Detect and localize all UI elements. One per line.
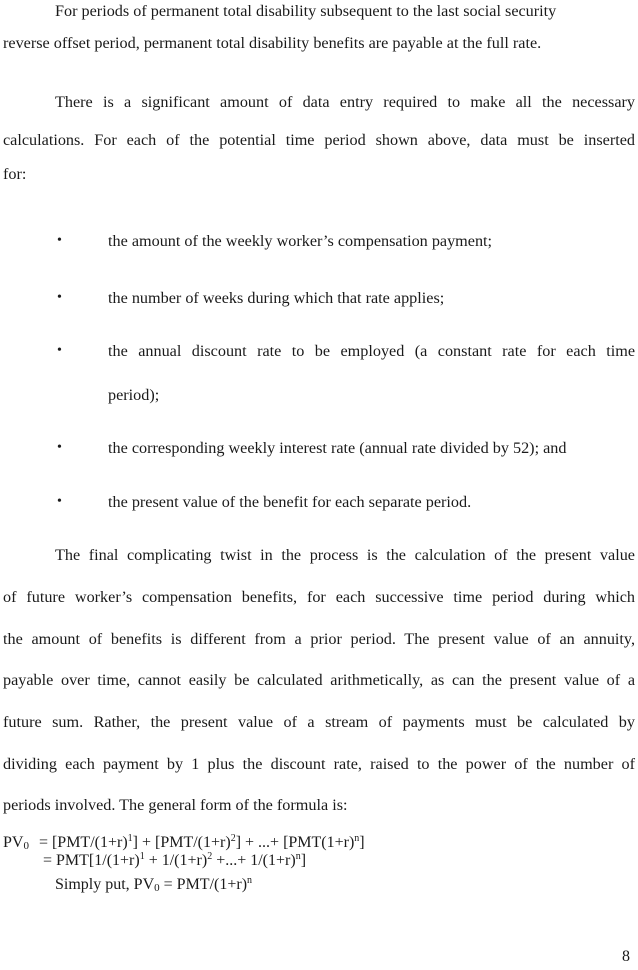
formula-subscript: 0	[154, 882, 160, 894]
bullet-icon: •	[57, 290, 62, 305]
paragraph-3-line-1: The final complicating twist in the process is the calculation of the present value	[55, 546, 635, 564]
formula-term: ] + ...+ [PMT(1+r)	[235, 834, 355, 851]
bullet-text: period);	[108, 386, 160, 404]
paragraph-3-line-6: dividing each payment by 1 plus the discount rate, raised to the power of the number of	[3, 755, 635, 773]
paragraph-1-line-2: reverse offset period, permanent total disability benefits are payable at the full rate.	[3, 34, 542, 52]
formula-exponent: n	[295, 851, 301, 862]
formula-exponent: 2	[230, 833, 236, 844]
formula-line-1	[3, 834, 365, 851]
formula-term: +...+ 1/(1+r)	[212, 852, 296, 869]
bullet-text: the annual discount rate to be employed (a constant rate for each time	[108, 342, 635, 360]
formula-term: = PMT[1/(1+r)	[43, 852, 140, 869]
formula-term: ]	[300, 852, 307, 869]
paragraph-2-line-3: for:	[3, 165, 27, 183]
bullet-icon: •	[57, 233, 62, 248]
bullet-icon: •	[57, 343, 62, 358]
paragraph-2-line-1: There is a significant amount of data entry required to make all the necessary	[55, 93, 635, 111]
formula-exponent: 1	[139, 851, 145, 862]
page-number: 8	[622, 948, 630, 965]
formula-lhs: PV	[3, 834, 24, 851]
formula-term: ]	[359, 834, 365, 851]
paragraph-3-line-3: the amount of benefits is different from a prior period. The present value of an annuity,	[3, 630, 635, 648]
bullet-text: the amount of the weekly worker’s compensation payment;	[108, 232, 493, 250]
bullet-icon: •	[57, 494, 62, 509]
paragraph-2-line-2: calculations. For each of the potential time period shown above, data must be inserted	[3, 131, 635, 149]
formula-term: = [PMT/(1+r)	[38, 834, 128, 851]
paragraph-3-line-5: future sum. Rather, the present value of a stream of payments must be calculated by	[3, 713, 635, 731]
paragraph-3-line-2: of future worker’s compensation benefits, for each successive time period during which	[3, 588, 635, 606]
bullet-text: the corresponding weekly interest rate (annual rate divided by 52); and	[108, 439, 567, 457]
formula-term: + 1/(1+r)	[144, 852, 208, 869]
formula-exponent: 2	[207, 851, 213, 862]
formula-exponent: 1	[127, 833, 133, 844]
formula-lhs-subscript: 0	[23, 840, 29, 852]
paragraph-3-line-4: payable over time, cannot easily be calculated arithmetically, as can the present value of a	[3, 671, 635, 689]
formula-simple-rest: = PMT/(1+r)	[159, 876, 248, 893]
formula-simple-prefix: Simply put, PV	[55, 876, 155, 893]
formula-term: ] + [PMT/(1+r)	[132, 834, 231, 851]
formula-line-2	[43, 852, 306, 869]
bullet-text: the number of weeks during which that rate applies;	[108, 289, 445, 307]
paragraph-3-line-7: periods involved. The general form of the formula is:	[3, 796, 348, 814]
formula-exponent: n	[354, 833, 360, 844]
bullet-icon: •	[57, 440, 62, 455]
formula-exponent: n	[247, 875, 253, 886]
paragraph-1-line-1: For periods of permanent total disability subsequent to the last social security	[55, 2, 557, 20]
bullet-text: the present value of the benefit for each separate period.	[108, 493, 472, 511]
formula-line-3	[55, 876, 252, 893]
